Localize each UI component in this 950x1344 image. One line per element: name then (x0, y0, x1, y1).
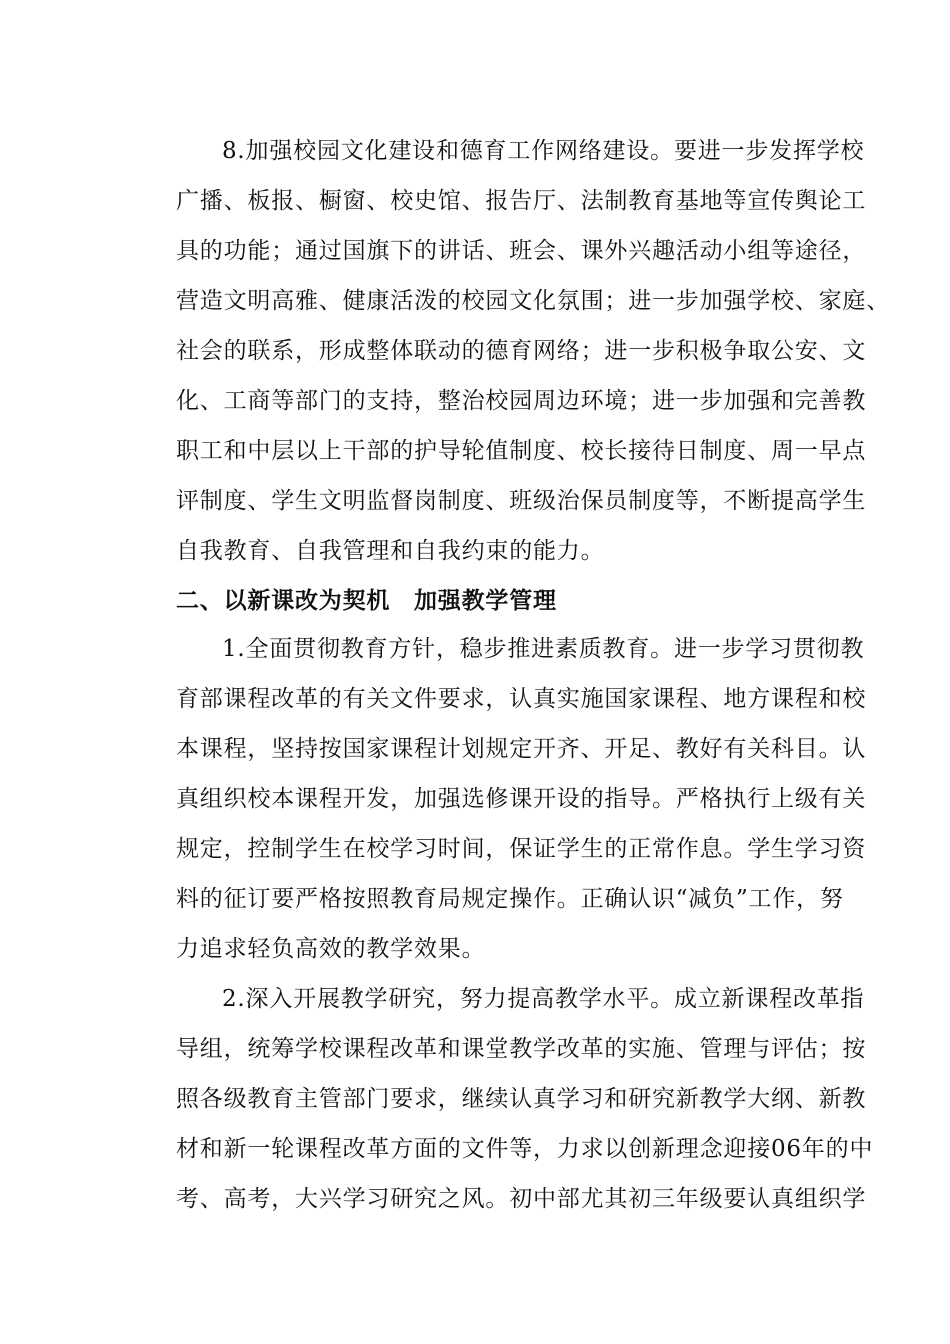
paragraph-8-line-5: 社会的联系，形成整体联动的德育网络；进一步积极争取公安、文 (176, 338, 867, 364)
paragraph-1-line-4: 真组织校本课程开发，加强选修课开设的指导。严格执行上级有关 (176, 786, 867, 812)
paragraph-1-line-2: 育部课程改革的有关文件要求，认真实施国家课程、地方课程和校 (176, 686, 867, 712)
paragraph-1-line-3: 本课程，坚持按国家课程计划规定开齐、开足、教好有关科目。认 (176, 736, 867, 762)
paragraph-1-line-7: 力追求轻负高效的教学效果。 (176, 936, 486, 962)
paragraph-1-line-5: 规定，控制学生在校学习时间，保证学生的正常作息。学生学习资 (176, 836, 867, 862)
paragraph-2-line-2: 导组，统筹学校课程改革和课堂教学改革的实施、管理与评估；按 (176, 1036, 867, 1062)
paragraph-8-line-2: 广播、板报、橱窗、校史馆、报告厅、法制教育基地等宣传舆论工 (176, 188, 867, 214)
paragraph-8-line-9: 自我教育、自我管理和自我约束的能力。 (176, 538, 605, 564)
paragraph-8-line-1: 8.加强校园文化建设和德育工作网络建设。要进一步发挥学校 (222, 138, 865, 164)
paragraph-8-line-7: 职工和中层以上干部的护导轮值制度、校长接待日制度、周一早点 (176, 438, 867, 464)
paragraph-8-line-8: 评制度、学生文明监督岗制度、班级治保员制度等，不断提高学生 (176, 488, 867, 514)
paragraph-1-line-6: 料的征订要严格按照教育局规定操作。正确认识“减负”工作，努 (176, 886, 844, 912)
paragraph-2-line-3: 照各级教育主管部门要求，继续认真学习和研究新教学大纲、新教 (176, 1086, 867, 1112)
paragraph-2-line-4: 材和新一轮课程改革方面的文件等，力求以创新理念迎接06年的中 (176, 1136, 874, 1162)
paragraph-1-line-1: 1.全面贯彻教育方针，稳步推进素质教育。进一步学习贯彻教 (222, 636, 865, 662)
paragraph-2-line-1: 2.深入开展教学研究，努力提高教学水平。成立新课程改革指 (222, 986, 865, 1012)
paragraph-8-line-4: 营造文明高雅、健康活泼的校园文化氛围；进一步加强学校、家庭、 (176, 288, 890, 314)
section-heading: 二、以新课改为契机 加强教学管理 (176, 588, 557, 614)
paragraph-8-line-3: 具的功能；通过国旗下的讲话、班会、课外兴趣活动小组等途径， (176, 238, 867, 264)
paragraph-8-line-6: 化、工商等部门的支持，整治校园周边环境；进一步加强和完善教 (176, 388, 867, 414)
paragraph-2-line-5: 考、高考，大兴学习研究之风。初中部尤其初三年级要认真组织学 (176, 1186, 867, 1212)
